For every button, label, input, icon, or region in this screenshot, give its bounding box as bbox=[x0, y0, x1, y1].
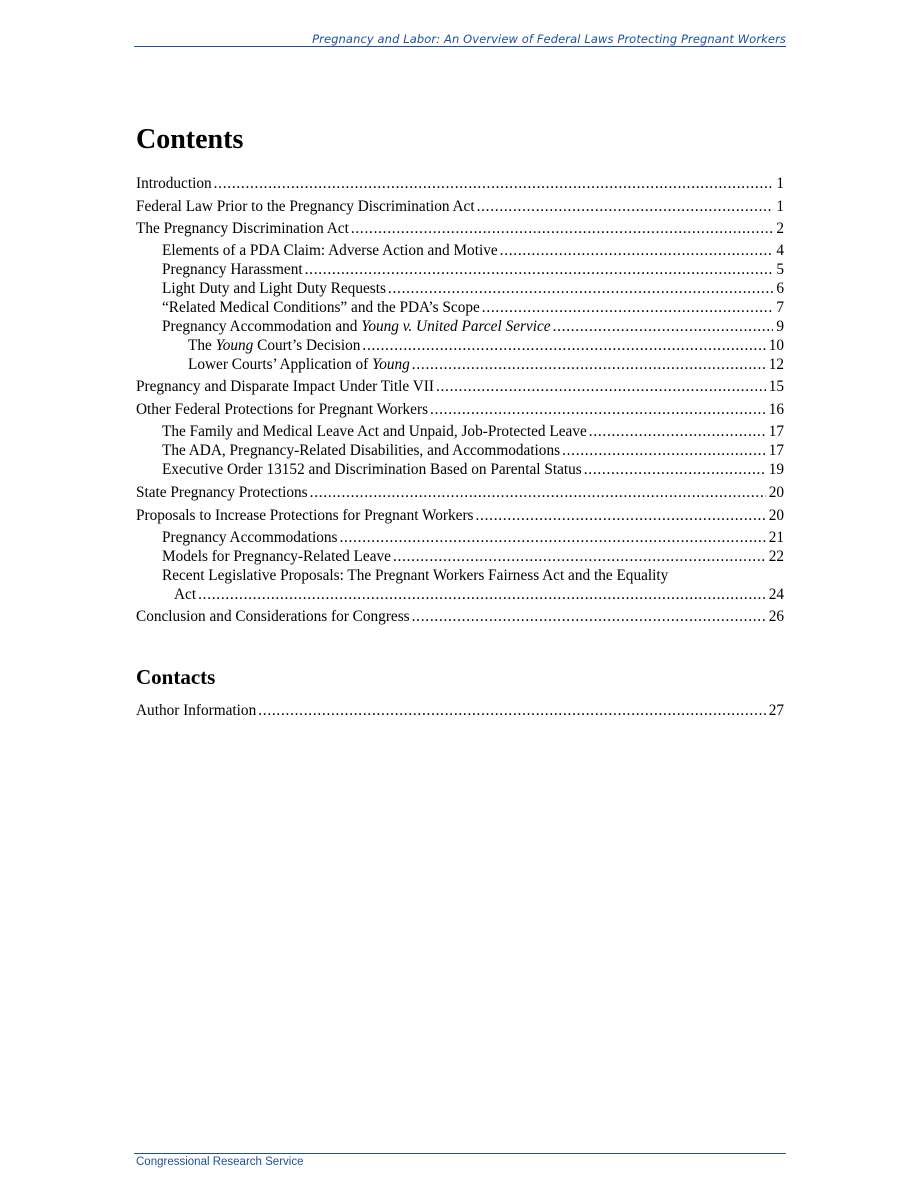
running-header: Pregnancy and Labor: An Overview of Federal Laws Protecting Pregnant Workers bbox=[312, 32, 786, 46]
toc-entry-title: Other Federal Protections for Pregnant Workers bbox=[136, 401, 429, 418]
toc-entry[interactable] bbox=[136, 701, 784, 720]
toc-entry-page: 1 bbox=[776, 198, 784, 215]
toc-entry-page: 24 bbox=[768, 586, 784, 603]
toc-entry[interactable] bbox=[188, 336, 784, 355]
toc-entry-page: 20 bbox=[768, 484, 784, 501]
toc-entry-title: Pregnancy and Disparate Impact Under Title VII bbox=[136, 378, 434, 395]
toc-entry-title: Proposals to Increase Protections for Pregnant Workers bbox=[136, 507, 474, 524]
toc-entry-page: 21 bbox=[768, 529, 784, 546]
toc-entry-title-line1[interactable]: Recent Legislative Proposals: The Pregnant Workers Fairness Act and the Equality bbox=[162, 567, 669, 584]
toc-entry[interactable] bbox=[162, 241, 784, 260]
dot-leader bbox=[388, 279, 773, 298]
toc-entry[interactable] bbox=[136, 377, 784, 396]
toc-entry-title-line2: Act bbox=[174, 586, 197, 603]
toc-entry-title: Models for Pregnancy-Related Leave bbox=[162, 548, 391, 565]
dot-leader bbox=[258, 701, 765, 720]
toc-entry[interactable] bbox=[136, 607, 784, 626]
dot-leader bbox=[412, 607, 766, 626]
toc-entry-page: 20 bbox=[768, 507, 784, 524]
toc-entry[interactable] bbox=[162, 317, 784, 336]
toc-entry[interactable] bbox=[162, 547, 784, 566]
toc-entry-title: The Family and Medical Leave Act and Unpaid, Job-Protected Leave bbox=[162, 423, 587, 440]
toc-entry-page: 16 bbox=[768, 401, 784, 418]
toc-entry[interactable] bbox=[188, 355, 784, 374]
toc-entry[interactable] bbox=[136, 197, 784, 216]
toc-entry[interactable] bbox=[162, 298, 784, 317]
toc-entry-title: “Related Medical Conditions” and the PDA’s Scope bbox=[162, 299, 480, 316]
toc-entry-page: 9 bbox=[776, 318, 784, 335]
toc-entry-page: 12 bbox=[768, 356, 784, 373]
toc-entry-page: 19 bbox=[768, 461, 784, 478]
toc-entry[interactable] bbox=[136, 174, 784, 193]
toc-entry-page: 22 bbox=[768, 548, 784, 565]
toc-entry-title: Light Duty and Light Duty Requests bbox=[162, 280, 386, 297]
dot-leader bbox=[198, 585, 766, 604]
toc-entry-title: The Pregnancy Discrimination Act bbox=[136, 220, 349, 237]
toc-entry[interactable] bbox=[136, 219, 784, 238]
toc-entry-page: 10 bbox=[768, 337, 784, 354]
dot-leader bbox=[477, 197, 774, 216]
dot-leader bbox=[500, 241, 774, 260]
toc-entry-title: Pregnancy Accommodations bbox=[162, 529, 338, 546]
footer-text: Congressional Research Service bbox=[136, 1156, 304, 1168]
toc-entry-page: 5 bbox=[776, 261, 784, 278]
toc-entry-title: Pregnancy Harassment bbox=[162, 261, 303, 278]
dot-leader bbox=[562, 441, 766, 460]
toc-entry-page: 1 bbox=[776, 175, 784, 192]
toc-entry-title: The ADA, Pregnancy-Related Disabilities, and Accommodations bbox=[162, 442, 561, 459]
toc-entry-title: Conclusion and Considerations for Congress bbox=[136, 608, 410, 625]
dot-leader bbox=[305, 260, 774, 279]
dot-leader bbox=[362, 336, 765, 355]
dot-leader bbox=[589, 422, 766, 441]
toc-entry[interactable] bbox=[162, 460, 784, 479]
toc-entry[interactable] bbox=[162, 441, 784, 460]
dot-leader bbox=[476, 506, 766, 525]
dot-leader bbox=[393, 547, 766, 566]
toc-entry-title: Lower Courts’ Application of Young bbox=[188, 356, 410, 373]
toc-entry-title: Introduction bbox=[136, 175, 212, 192]
dot-leader bbox=[310, 483, 766, 502]
toc-entry[interactable] bbox=[162, 528, 784, 547]
toc-entry[interactable] bbox=[136, 400, 784, 419]
toc-entry-page: 7 bbox=[776, 299, 784, 316]
toc-entry-page: 4 bbox=[776, 242, 784, 259]
dot-leader bbox=[553, 317, 774, 336]
toc-entry-page: 17 bbox=[768, 442, 784, 459]
dot-leader bbox=[214, 174, 774, 193]
toc-entry-title: The Young Court’s Decision bbox=[188, 337, 361, 354]
dot-leader bbox=[584, 460, 766, 479]
toc-entry-title: Pregnancy Accommodation and Young v. United Parcel Service bbox=[162, 318, 551, 335]
toc-entry[interactable] bbox=[174, 585, 784, 604]
header-rule bbox=[134, 46, 786, 47]
contents-heading: Contents bbox=[136, 124, 244, 155]
dot-leader bbox=[436, 377, 766, 396]
toc-entry-title: State Pregnancy Protections bbox=[136, 484, 308, 501]
dot-leader bbox=[351, 219, 774, 238]
dot-leader bbox=[430, 400, 766, 419]
toc-entry[interactable] bbox=[136, 483, 784, 502]
toc-entry[interactable] bbox=[162, 260, 784, 279]
toc-entry-title: Federal Law Prior to the Pregnancy Discrimination Act bbox=[136, 198, 475, 215]
toc-entry-page: 27 bbox=[768, 702, 784, 719]
dot-leader bbox=[412, 355, 766, 374]
toc-entry-title: Executive Order 13152 and Discrimination Based on Parental Status bbox=[162, 461, 582, 478]
dot-leader bbox=[482, 298, 774, 317]
toc-entry-page: 15 bbox=[768, 378, 784, 395]
toc-entry-page: 26 bbox=[768, 608, 784, 625]
toc-entry-page: 17 bbox=[768, 423, 784, 440]
dot-leader bbox=[339, 528, 765, 547]
toc-entry-page: 2 bbox=[776, 220, 784, 237]
toc-entry[interactable] bbox=[162, 279, 784, 298]
toc-entry-page: 6 bbox=[776, 280, 784, 297]
toc-entry-title: Elements of a PDA Claim: Adverse Action and Motive bbox=[162, 242, 498, 259]
footer-rule bbox=[134, 1153, 786, 1154]
toc-entry-title: Author Information bbox=[136, 702, 257, 719]
toc-entry[interactable] bbox=[136, 506, 784, 525]
contacts-heading: Contacts bbox=[136, 665, 216, 689]
toc-entry[interactable] bbox=[162, 422, 784, 441]
